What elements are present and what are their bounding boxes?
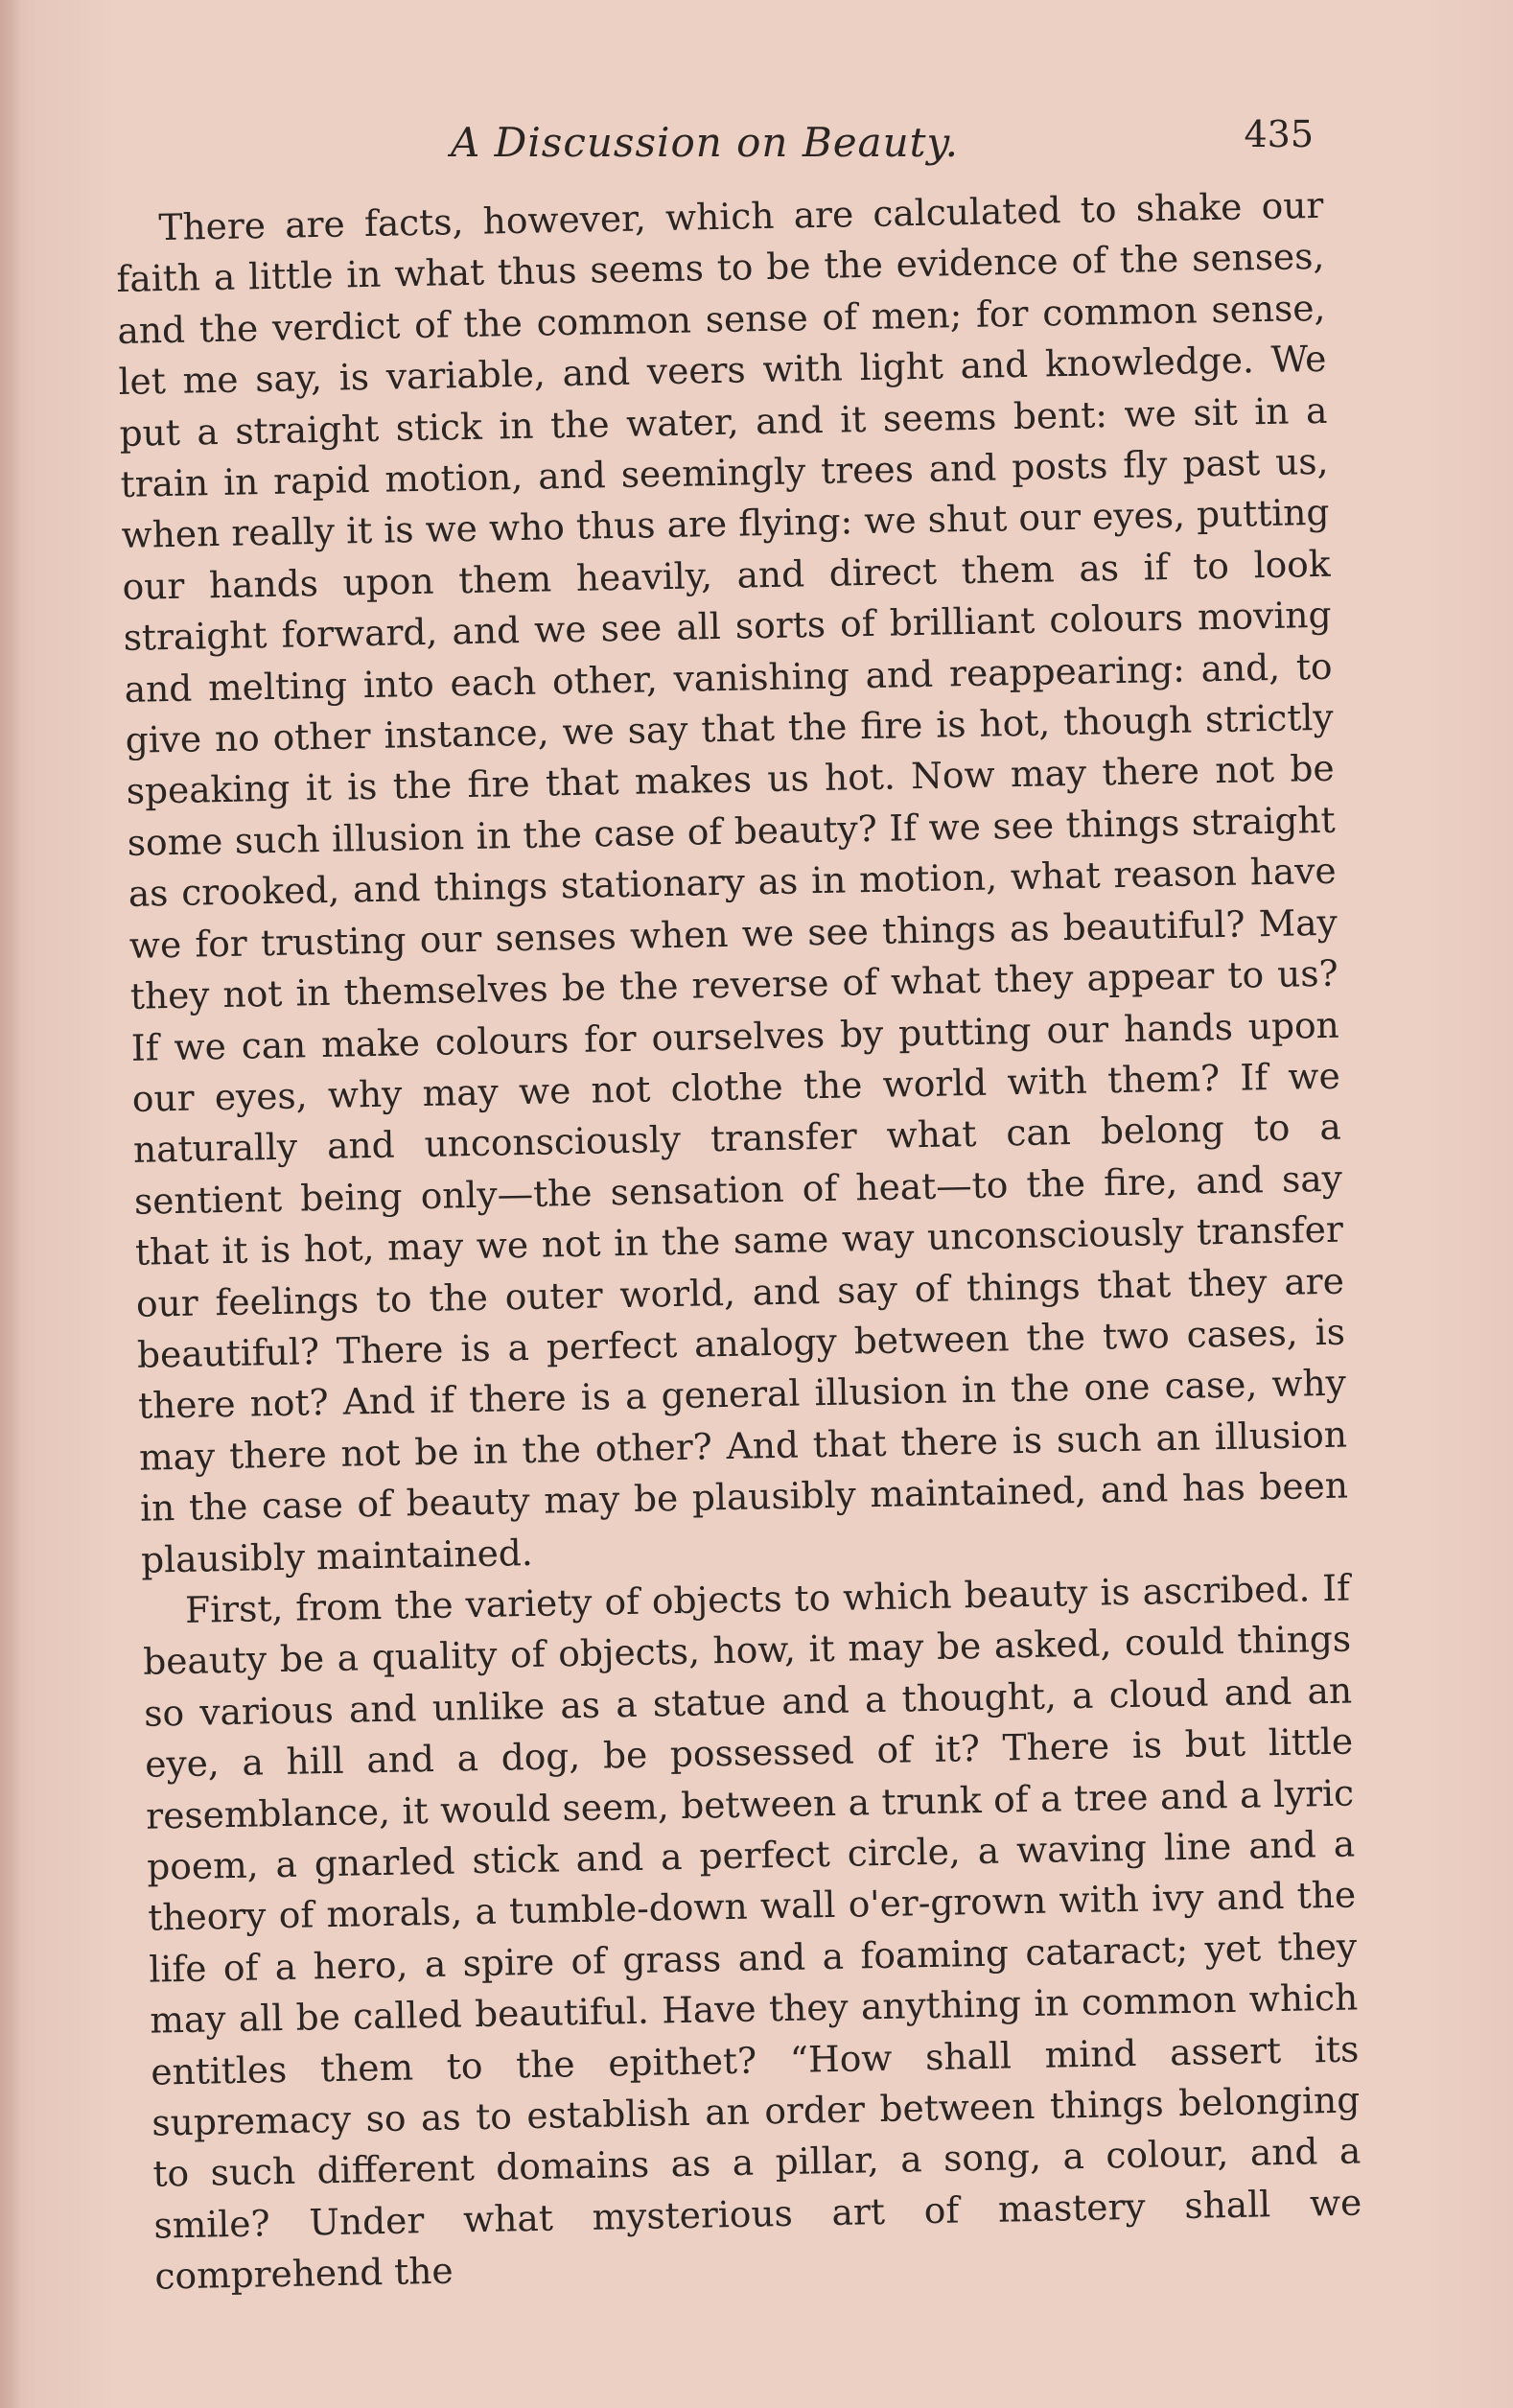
paragraph-2: First, from the variety of objects to which beauty is ascribed. If beauty be a quality of objects, how, it may be asked, could things so various and unlike as a statue and a thought, a cloud and an eye, a hill and a dog, be possessed of it? There is but little resemblance, it would seem, between a trunk of a tree and a lyric poem, a gnarled stick and a perfect circle, a waving line and a theory of morals, a tumble-down wall o'er-grown with ivy and the life of a hero, a spire of grass and a foaming cataract; yet they may all be called beautiful. Have they anything in common which entitles them to the epithet? “How shall mind assert its supremacy so as to establish an order between things belonging to such different domains as a pillar, a song, a colour, and a smile? Under what mysterious art of mastery shall we comprehend the xyxy=(142,1566,1362,2298)
body-text xyxy=(115,180,1363,2303)
running-head xyxy=(115,113,1314,171)
paragraph-1: There are facts, however, which are calculated to shake our faith a little in what thus seems to be the evidence of the senses, and the verdict of the common sense of men; for common sense, let me say, is variable, and veers with light and knowledge. We put a straight stick in the water, and it seems bent: we sit in a train in rapid motion, and seemingly trees and posts fly past us, when really it is we who thus are flying: we shut our eyes, putting our hands upon them heavily, and direct them as if to look straight forward, and we see all sorts of brilliant colours moving and melting into each other, vanishing and reappearing: and, to give no other instance, we say that the fire is hot, though strictly speaking it is the fire that makes us hot. Now may there not be some such illusion in the case of beauty? If we see things straight as crooked, and things stationary as in motion, what reason have we for trusting our senses when we see things as beautiful? May they not in themselves be the reverse of what they appear to us? If we can make colours for ourselves by putting our hands upon our eyes, why may we not clothe the world with them? If we naturally and unconsciously transfer what can belong to a sentient being only—the sensation of heat—to the fire, and say that it is hot, may we not in the same way unconsciously transfer our feelings to the outer world, and say of things that they are beautiful? There is a perfect analogy between the two cases, is there not? And if there is a general illusion in the one case, why may there not be in the other? And that there is such an illusion in the case of beauty may be plausibly maintained, and has been plausibly maintained. xyxy=(116,183,1349,1581)
page-number: 435 xyxy=(1244,113,1314,155)
binding-shadow xyxy=(0,0,21,2408)
running-title: A Discussion on Beauty. xyxy=(451,119,960,166)
